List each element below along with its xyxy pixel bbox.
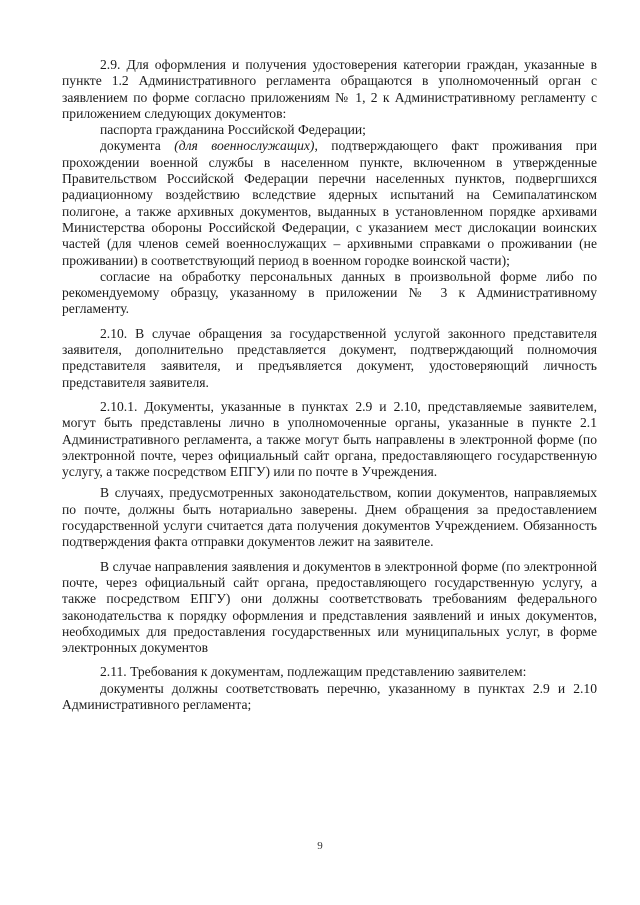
- paragraph-2-9: 2.9. Для оформления и получения удостоверения категории граждан, указанные в пункте 1.2 Административного регламента обращаются в уполномоченный орган с заявлением по форме согласно приложениям № 1, 2 к Административному регламенту с приложением следующих документов:: [62, 57, 597, 121]
- paragraph-military-document-start: документа: [100, 138, 175, 154]
- paragraph-2-10-1: 2.10.1. Документы, указанные в пунктах 2.9 и 2.10, представляемые заявителем, могут быть представлены лично в уполномоченные органы, указанные в пункте 2.1 Административного регламента, а также могут быть направлены в электронной форме (по электронной почте, через официальный сайт органа, предоставляющего государственную услугу, а также посредством ЕПГУ) или по почте в Учреждения.: [62, 398, 597, 480]
- paragraph-2-11: 2.11. Требования к документам, подлежащим представлению заявителем:: [100, 664, 527, 680]
- page-number: 9: [317, 840, 323, 852]
- paragraph-military-document-rest: , подтверждающего факт проживания при прохождении военной службы в населенном пункте, включенном в утвержденные Правительством Российской Федерации перечни населенных пунктов, подвергшихся радиационному воздействию вследствие ядерных испытаний на Семипалатинском полигоне, а также архивных документов, выданных в установленном порядке архивами Министерства обороны Российской Федерации, с указанием мест дислокации воинских частей (для членов семей военнослужащих – архивными справками о проживании (не проживании) в соответствующий период в военном городке воинской части);: [62, 138, 597, 268]
- paragraph-postal-copies: В случаях, предусмотренных законодательством, копии документов, направляемых по почте, должны быть нотариально заверены. Днем обращения за предоставлением государственной услуги считается дата получения документов Учреждением. Обязанность подтверждения факта отправки документов лежит на заявителе.: [62, 485, 597, 550]
- italic-note-military: (для военнослужащих): [174, 138, 315, 154]
- paragraph-consent: согласие на обработку персональных данных в произвольной форме либо по рекомендуемому образцу, указанному в приложении № 3 к Административному регламенту.: [62, 268, 597, 317]
- paragraph-military-document: [62, 138, 597, 268]
- paragraph-document-requirements: документы должны соответствовать перечню, указанному в пунктах 2.9 и 2.10 Административного регламента;: [62, 680, 597, 712]
- paragraph-passport: паспорта гражданина Российской Федерации;: [100, 122, 366, 138]
- paragraph-2-10: 2.10. В случае обращения за государственной услугой законного представителя заявителя, дополнительно представляется документ, подтверждающий полномочия представителя заявителя, и предъявляется документ, удостоверяющий личность представителя заявителя.: [62, 325, 597, 390]
- paragraph-electronic-submission: В случае направления заявления и документов в электронной форме (по электронной почте, через официальный сайт органа, предоставляющего государственную услугу, а также посредством ЕПГУ) они должны соответствовать требованиям федерального законодательства к порядку оформления и представления заявлений и иных документов, необходимых для предоставления государственных или муниципальных услуг, в форме электронных документов: [62, 558, 597, 656]
